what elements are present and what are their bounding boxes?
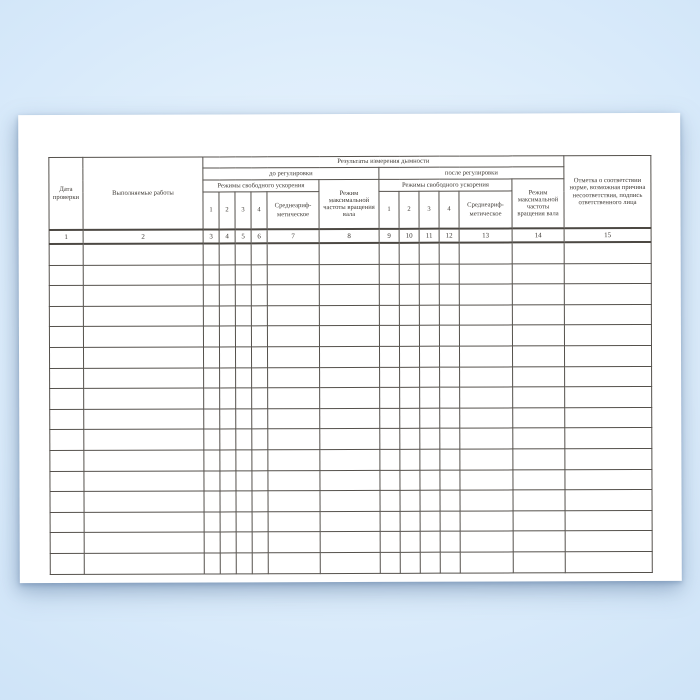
empty-cell xyxy=(204,429,220,450)
empty-cell xyxy=(512,284,564,305)
empty-cell xyxy=(84,512,204,533)
header-before-adjustment: до регулировки xyxy=(203,167,379,180)
empty-cell xyxy=(203,285,219,306)
empty-cell xyxy=(512,346,564,367)
col-number: 6 xyxy=(251,229,267,243)
header-results-span: Результаты измерения дымности xyxy=(203,156,564,168)
empty-cell xyxy=(320,552,380,573)
empty-cell xyxy=(220,429,236,450)
empty-cell xyxy=(268,470,320,491)
empty-cell xyxy=(379,346,399,367)
table-row xyxy=(49,304,651,327)
empty-cell xyxy=(380,490,400,511)
empty-cell xyxy=(220,388,236,409)
empty-cell xyxy=(268,532,320,553)
header-measure-3-after: 3 xyxy=(419,191,439,229)
empty-cell xyxy=(379,326,399,347)
empty-cell xyxy=(204,532,220,553)
empty-cell xyxy=(235,326,251,347)
empty-cell xyxy=(460,387,513,408)
empty-cell xyxy=(251,285,267,306)
empty-cell xyxy=(235,306,251,327)
empty-cell xyxy=(84,409,204,430)
empty-cell xyxy=(419,284,439,305)
empty-cell xyxy=(564,284,651,305)
empty-cell xyxy=(252,388,268,409)
empty-cell xyxy=(204,553,220,574)
col-number: 5 xyxy=(235,229,251,243)
empty-cell xyxy=(513,469,565,490)
empty-cell xyxy=(319,285,379,306)
empty-cell xyxy=(50,368,84,389)
empty-cell xyxy=(460,366,513,387)
empty-cell xyxy=(83,306,203,327)
empty-cell xyxy=(400,470,420,491)
empty-cell xyxy=(84,553,204,574)
col-number: 11 xyxy=(419,229,439,243)
empty-cell xyxy=(236,450,252,471)
empty-cell xyxy=(50,389,84,410)
empty-cell xyxy=(220,409,236,430)
col-number: 14 xyxy=(512,228,564,242)
empty-cell xyxy=(319,243,379,264)
empty-cell xyxy=(49,327,83,348)
empty-cell xyxy=(252,532,268,553)
empty-cell xyxy=(565,345,652,366)
empty-cell xyxy=(512,242,564,263)
empty-cell xyxy=(513,449,565,470)
table-row xyxy=(50,407,652,430)
empty-cell xyxy=(460,490,513,511)
empty-cell xyxy=(439,305,459,326)
empty-cell xyxy=(50,512,84,533)
empty-cell xyxy=(219,285,235,306)
empty-cell xyxy=(440,449,460,470)
empty-cell xyxy=(460,552,513,573)
empty-cell xyxy=(220,512,236,533)
empty-cell xyxy=(84,532,204,553)
empty-cell xyxy=(252,553,268,574)
empty-cell xyxy=(50,409,84,430)
header-note: Отметка о соответствии норме, возможная причина несоответствия, подпись ответственного лица xyxy=(564,155,651,228)
table-row xyxy=(50,551,652,574)
empty-cell xyxy=(84,491,204,512)
col-number: 4 xyxy=(219,229,235,243)
empty-cell xyxy=(267,285,319,306)
empty-cell xyxy=(459,284,512,305)
empty-cell xyxy=(320,408,380,429)
empty-cell xyxy=(512,263,564,284)
empty-cell xyxy=(220,470,236,491)
empty-cell xyxy=(252,470,268,491)
col-number: 3 xyxy=(203,229,219,243)
col-number: 12 xyxy=(439,229,459,243)
empty-cell xyxy=(267,305,319,326)
empty-cell xyxy=(380,367,400,388)
empty-cell xyxy=(320,532,380,553)
empty-cell xyxy=(84,368,204,389)
empty-cell xyxy=(220,367,236,388)
paper-sheet xyxy=(18,113,682,583)
empty-cell xyxy=(50,492,84,513)
col-number: 15 xyxy=(564,228,651,242)
empty-cell xyxy=(319,264,379,285)
empty-cell xyxy=(400,552,420,573)
table-row xyxy=(50,531,652,554)
empty-cell xyxy=(400,449,420,470)
empty-cell xyxy=(219,326,235,347)
empty-cell xyxy=(251,326,267,347)
empty-cell xyxy=(84,429,204,450)
empty-cell xyxy=(565,551,652,572)
empty-cell xyxy=(203,326,219,347)
table-row xyxy=(49,284,651,307)
empty-cell xyxy=(400,367,420,388)
empty-cell xyxy=(420,387,440,408)
header-free-accel-before: Режимы свободного ускорения xyxy=(203,180,319,192)
empty-cell xyxy=(49,244,83,265)
empty-cell xyxy=(235,264,251,285)
empty-cell xyxy=(320,367,380,388)
header-measure-2-before: 2 xyxy=(219,192,235,230)
empty-cell xyxy=(513,366,565,387)
col-number: 2 xyxy=(83,230,203,244)
empty-cell xyxy=(49,347,83,368)
empty-cell xyxy=(319,346,379,367)
empty-cell xyxy=(267,326,319,347)
empty-cell xyxy=(204,491,220,512)
empty-cell xyxy=(440,531,460,552)
empty-cell xyxy=(251,264,267,285)
empty-cell xyxy=(50,430,84,451)
empty-cell xyxy=(459,325,512,346)
empty-cell xyxy=(236,409,252,430)
empty-cell xyxy=(219,347,235,368)
table-row xyxy=(49,345,651,368)
table-row xyxy=(50,366,652,389)
empty-cell xyxy=(83,244,203,266)
empty-cell xyxy=(420,429,440,450)
empty-cell xyxy=(220,450,236,471)
empty-cell xyxy=(204,450,220,471)
header-free-accel-after: Режимы свободного ускорения xyxy=(379,179,512,191)
empty-cell xyxy=(399,243,419,264)
empty-cell xyxy=(219,306,235,327)
header-average-before: Среднеариф- метическое xyxy=(267,192,319,230)
empty-cell xyxy=(236,553,252,574)
empty-cell xyxy=(459,264,512,285)
empty-cell xyxy=(460,511,513,532)
empty-cell xyxy=(84,388,204,409)
empty-cell xyxy=(380,408,400,429)
empty-cell xyxy=(268,553,320,574)
empty-cell xyxy=(268,367,320,388)
empty-cell xyxy=(419,326,439,347)
empty-cell xyxy=(460,428,513,449)
empty-cell xyxy=(236,470,252,491)
empty-cell xyxy=(565,490,652,511)
header-after-adjustment: после регулировки xyxy=(379,167,564,180)
empty-cell xyxy=(420,490,440,511)
empty-cell xyxy=(268,429,320,450)
empty-cell xyxy=(460,408,513,429)
empty-cell xyxy=(460,449,513,470)
empty-cell xyxy=(204,409,220,430)
empty-cell xyxy=(460,531,513,552)
empty-cell xyxy=(565,448,652,469)
empty-cell xyxy=(220,553,236,574)
empty-cell xyxy=(513,490,565,511)
empty-cell xyxy=(220,532,236,553)
empty-cell xyxy=(235,243,251,264)
empty-cell xyxy=(268,491,320,512)
table-row xyxy=(50,510,652,533)
empty-cell xyxy=(439,325,459,346)
header-average-after: Среднеариф- метическое xyxy=(459,191,512,229)
table-row xyxy=(50,387,652,410)
empty-cell xyxy=(203,243,219,264)
empty-cell xyxy=(400,408,420,429)
empty-cell xyxy=(49,286,83,307)
empty-cell xyxy=(399,346,419,367)
empty-cell xyxy=(439,243,459,264)
empty-cell xyxy=(420,470,440,491)
empty-cell xyxy=(419,346,439,367)
empty-cell xyxy=(440,408,460,429)
empty-cell xyxy=(380,387,400,408)
empty-cell xyxy=(203,347,219,368)
empty-cell xyxy=(203,265,219,286)
empty-cell xyxy=(236,429,252,450)
empty-cell xyxy=(49,306,83,327)
empty-cell xyxy=(320,511,380,532)
header-measure-1-after: 1 xyxy=(379,191,399,229)
header-max-speed-before: Режим максимальной частоты вращения вала xyxy=(319,179,379,229)
empty-cell xyxy=(439,346,459,367)
empty-cell xyxy=(440,387,460,408)
empty-cell xyxy=(252,409,268,430)
empty-cell xyxy=(512,305,564,326)
empty-cell xyxy=(564,304,651,325)
empty-cell xyxy=(236,532,252,553)
empty-cell xyxy=(380,511,400,532)
empty-cell xyxy=(513,510,565,531)
empty-cell xyxy=(565,428,652,449)
empty-cell xyxy=(440,552,460,573)
empty-cell xyxy=(459,346,512,367)
header-date: Дата проверки xyxy=(49,157,83,230)
header-measure-3-before: 3 xyxy=(235,192,251,230)
col-number: 8 xyxy=(319,229,379,243)
empty-cell xyxy=(320,429,380,450)
empty-cell xyxy=(460,469,513,490)
empty-cell xyxy=(513,531,565,552)
empty-cell xyxy=(83,285,203,306)
empty-cell xyxy=(380,470,400,491)
empty-cell xyxy=(319,305,379,326)
empty-cell xyxy=(49,265,83,286)
empty-cell xyxy=(251,347,267,368)
empty-cell xyxy=(419,264,439,285)
empty-cell xyxy=(320,470,380,491)
empty-cell xyxy=(84,450,204,471)
empty-cell xyxy=(219,243,235,264)
empty-cell xyxy=(204,368,220,389)
empty-cell xyxy=(84,471,204,492)
empty-cell xyxy=(252,512,268,533)
empty-cell xyxy=(252,450,268,471)
empty-cell xyxy=(204,512,220,533)
empty-cell xyxy=(440,490,460,511)
empty-cell xyxy=(420,552,440,573)
empty-cell xyxy=(251,243,267,264)
empty-cell xyxy=(267,347,319,368)
empty-cell xyxy=(564,325,651,346)
empty-cell xyxy=(565,407,652,428)
empty-cell xyxy=(268,511,320,532)
empty-cell xyxy=(440,470,460,491)
empty-cell xyxy=(236,491,252,512)
col-number: 13 xyxy=(459,228,512,242)
empty-cell xyxy=(219,264,235,285)
empty-cell xyxy=(50,553,84,574)
empty-cell xyxy=(400,387,420,408)
empty-cell xyxy=(252,491,268,512)
empty-cell xyxy=(400,511,420,532)
empty-cell xyxy=(439,284,459,305)
empty-cell xyxy=(235,285,251,306)
empty-cell xyxy=(251,306,267,327)
table-header xyxy=(49,155,651,244)
empty-cell xyxy=(380,552,400,573)
empty-cell xyxy=(513,387,565,408)
empty-cell xyxy=(419,243,439,264)
empty-cell xyxy=(319,326,379,347)
empty-cell xyxy=(380,449,400,470)
table-row xyxy=(50,490,652,513)
table-row xyxy=(50,448,652,471)
empty-cell xyxy=(420,511,440,532)
empty-cell xyxy=(236,512,252,533)
empty-cell xyxy=(513,428,565,449)
table-row xyxy=(50,428,652,451)
empty-cell xyxy=(50,471,84,492)
empty-cell xyxy=(419,305,439,326)
empty-cell xyxy=(565,510,652,531)
empty-cell xyxy=(565,531,652,552)
table-row xyxy=(50,469,652,492)
empty-cell xyxy=(268,450,320,471)
empty-cell xyxy=(204,388,220,409)
empty-cell xyxy=(564,263,651,284)
empty-cell xyxy=(513,408,565,429)
empty-cell xyxy=(440,367,460,388)
empty-cell xyxy=(380,532,400,553)
empty-cell xyxy=(459,242,512,263)
empty-cell xyxy=(50,533,84,554)
empty-cell xyxy=(379,264,399,285)
header-measure-1-before: 1 xyxy=(203,192,219,230)
empty-cell xyxy=(564,242,651,263)
empty-cell xyxy=(235,347,251,368)
empty-cell xyxy=(320,388,380,409)
empty-cell xyxy=(267,243,319,264)
empty-cell xyxy=(399,305,419,326)
empty-cell xyxy=(380,429,400,450)
empty-cell xyxy=(252,429,268,450)
empty-cell xyxy=(440,428,460,449)
empty-cell xyxy=(379,305,399,326)
empty-cell xyxy=(420,531,440,552)
empty-cell xyxy=(50,450,84,471)
empty-cell xyxy=(83,326,203,347)
smoke-measurement-log-table xyxy=(48,155,653,575)
empty-cell xyxy=(204,470,220,491)
col-number: 9 xyxy=(379,229,399,243)
empty-cell xyxy=(252,367,268,388)
empty-cell xyxy=(399,326,419,347)
table-body xyxy=(49,242,652,574)
table-row xyxy=(49,242,651,265)
col-number: 1 xyxy=(49,230,83,244)
empty-cell xyxy=(440,511,460,532)
empty-cell xyxy=(459,305,512,326)
empty-cell xyxy=(268,408,320,429)
empty-cell xyxy=(320,449,380,470)
empty-cell xyxy=(565,469,652,490)
header-measure-4-after: 4 xyxy=(439,191,459,229)
empty-cell xyxy=(565,366,652,387)
empty-cell xyxy=(236,367,252,388)
empty-cell xyxy=(420,449,440,470)
empty-cell xyxy=(565,387,652,408)
empty-cell xyxy=(267,264,319,285)
empty-cell xyxy=(400,490,420,511)
empty-cell xyxy=(512,325,564,346)
empty-cell xyxy=(83,265,203,286)
empty-cell xyxy=(513,552,565,573)
header-measure-2-after: 2 xyxy=(399,191,419,229)
empty-cell xyxy=(236,388,252,409)
empty-cell xyxy=(420,408,440,429)
table-row xyxy=(49,325,651,348)
header-works: Выполняемые работы xyxy=(83,157,203,230)
empty-cell xyxy=(379,285,399,306)
empty-cell xyxy=(203,306,219,327)
empty-cell xyxy=(268,388,320,409)
empty-cell xyxy=(400,532,420,553)
empty-cell xyxy=(379,243,399,264)
col-number: 7 xyxy=(267,229,319,243)
empty-cell xyxy=(83,347,203,368)
header-max-speed-after: Режим максимальной частоты вращения вала xyxy=(512,179,564,229)
table-row xyxy=(49,263,651,286)
empty-cell xyxy=(400,429,420,450)
empty-cell xyxy=(439,264,459,285)
header-measure-4-before: 4 xyxy=(251,192,267,230)
empty-cell xyxy=(220,491,236,512)
col-number: 10 xyxy=(399,229,419,243)
empty-cell xyxy=(399,264,419,285)
empty-cell xyxy=(320,491,380,512)
empty-cell xyxy=(420,367,440,388)
empty-cell xyxy=(399,284,419,305)
